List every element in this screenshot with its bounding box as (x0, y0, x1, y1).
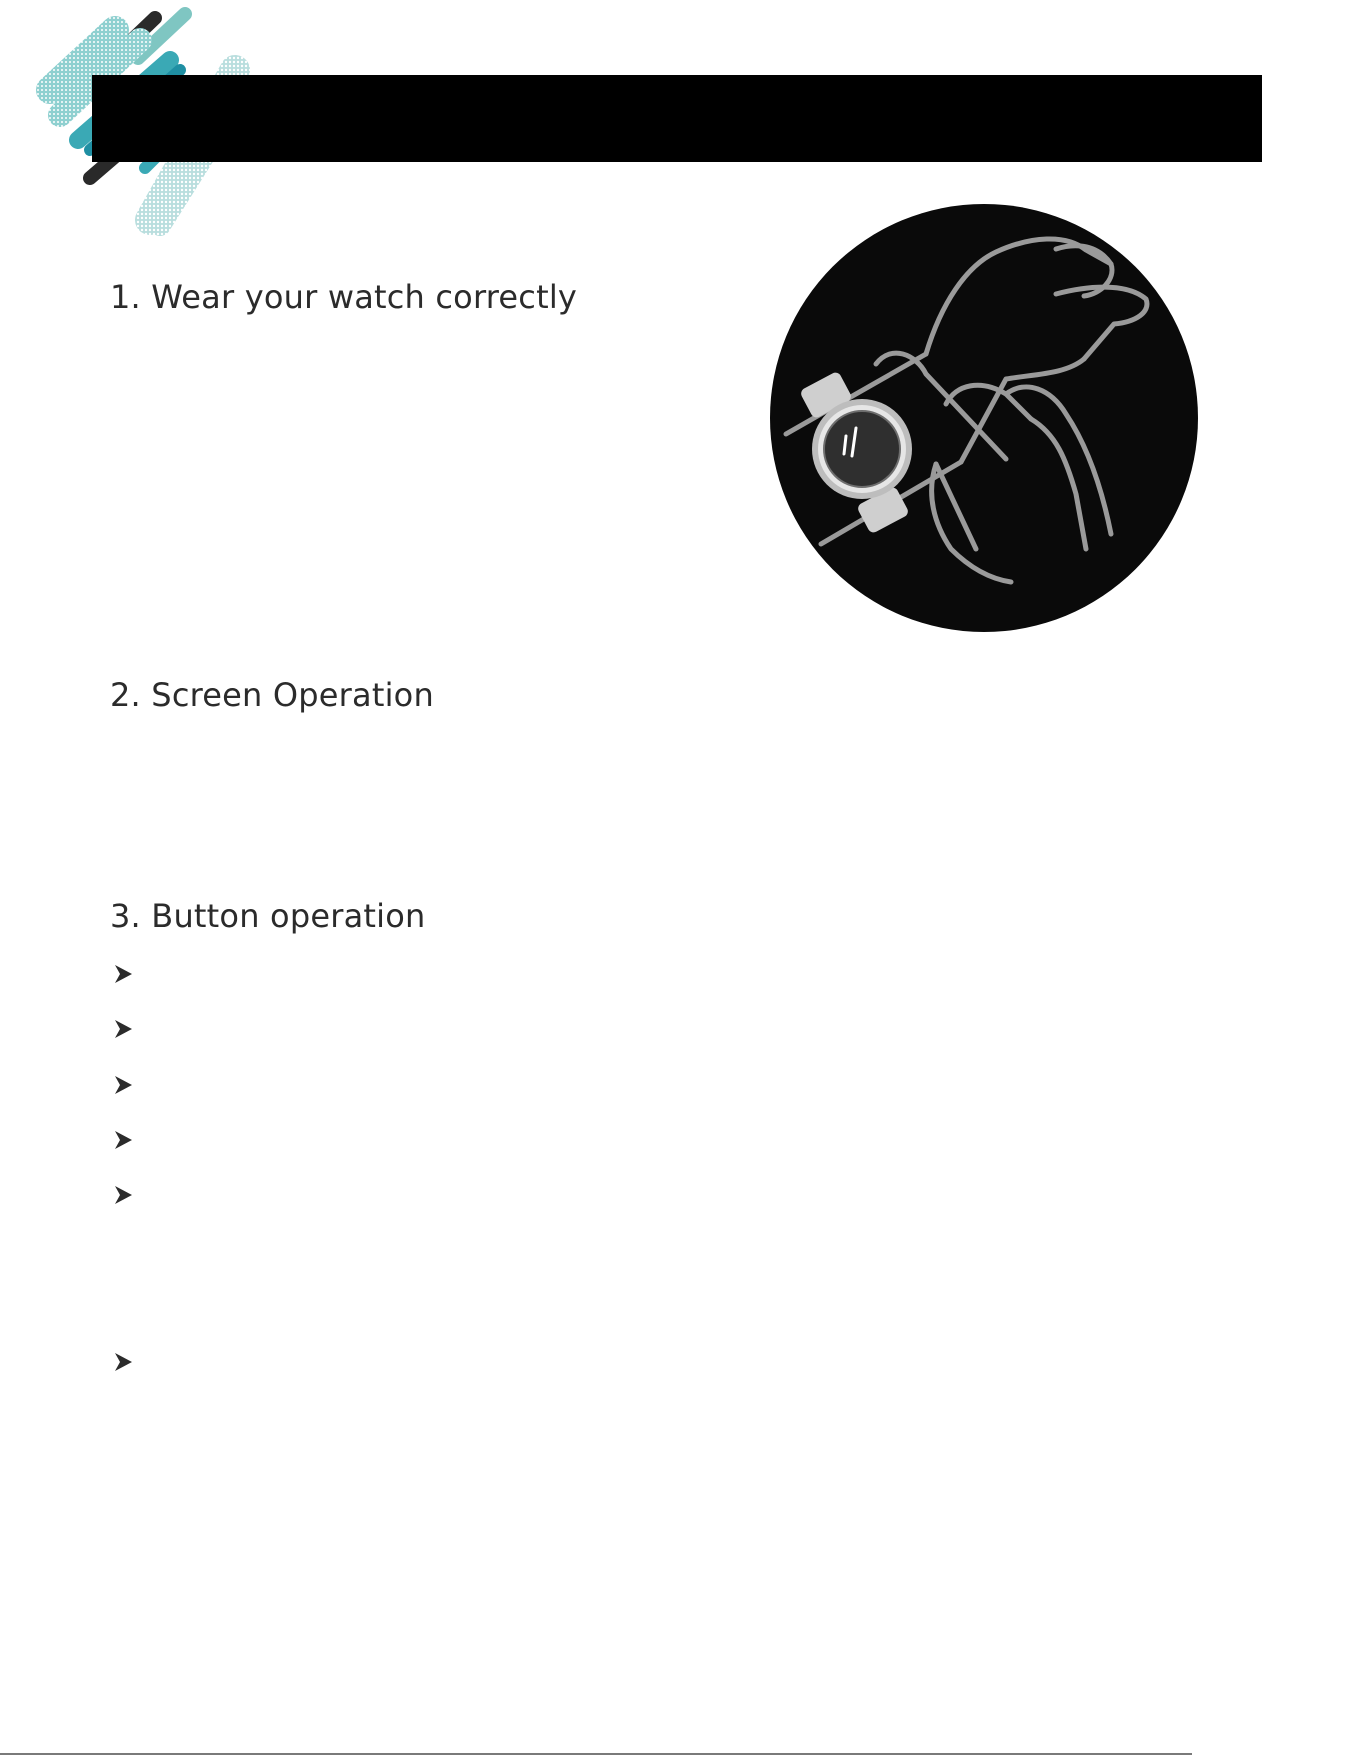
wrist-watch-illustration (766, 204, 1202, 632)
arrowhead-bullet-icon (112, 1018, 134, 1040)
section-heading-screen-operation: 2. Screen Operation (110, 676, 434, 714)
header-band (92, 75, 1262, 162)
arrowhead-bullet-icon (112, 1129, 134, 1151)
section-heading-button-operation: 3. Button operation (110, 897, 426, 935)
arrowhead-bullet-icon (112, 1074, 134, 1096)
arrowhead-bullet-icon (112, 963, 134, 985)
arrowhead-bullet-icon (112, 1184, 134, 1206)
arrowhead-bullet-icon (112, 1351, 134, 1373)
section-heading-wear-watch: 1. Wear your watch correctly (110, 278, 578, 316)
footer-rule (0, 1753, 1192, 1755)
